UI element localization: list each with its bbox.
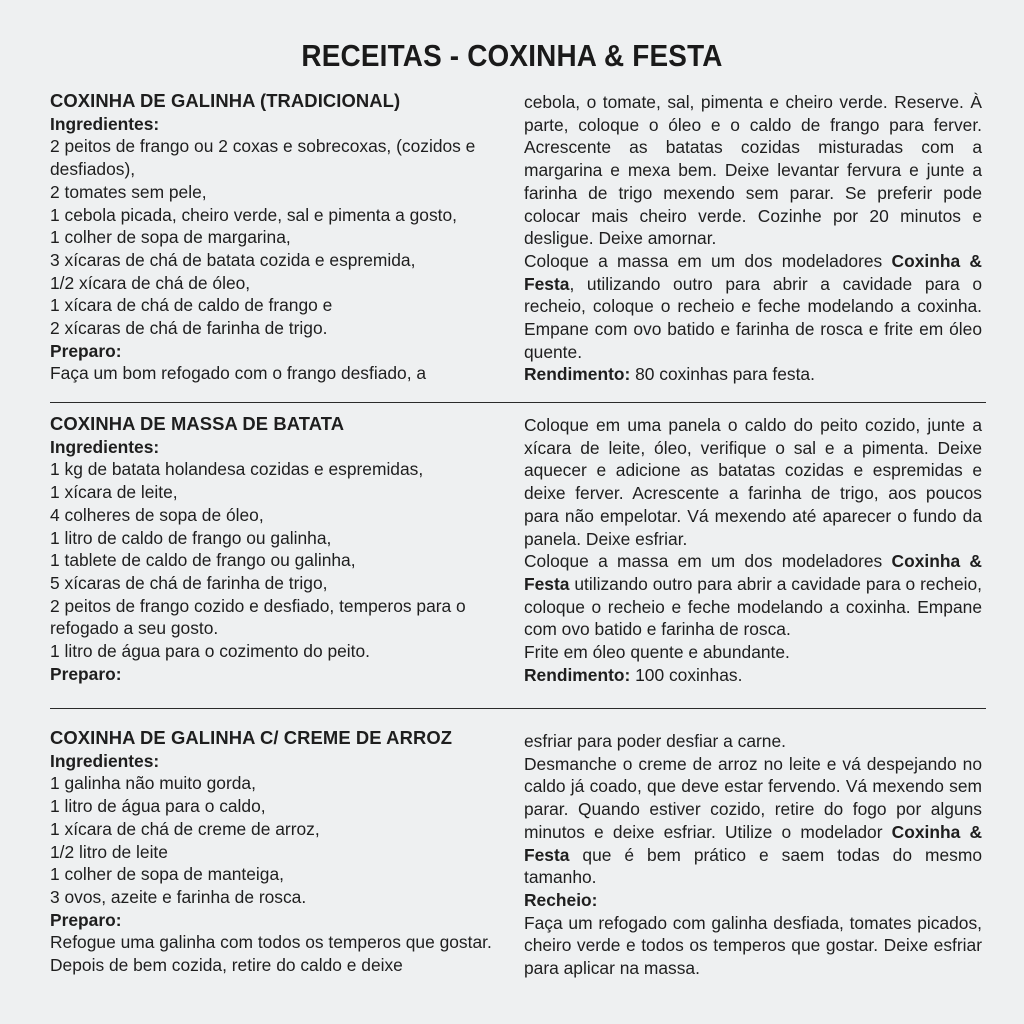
recipe-1-method-label: Preparo: bbox=[50, 340, 122, 361]
brand-name: Coxinha & Festa bbox=[524, 551, 982, 594]
recipe-1-left-column bbox=[50, 90, 496, 385]
recipe-2-left-column bbox=[50, 413, 496, 685]
ingredient-item: 1 cebola picada, cheiro verde, sal e pimenta a gosto, bbox=[50, 204, 457, 225]
recipe-2-shaping-text: Coloque a massa em um dos modeladores Coxinha & Festa utilizando outro para abrir a cavidade para o recheio, coloque o recheio e feche modelando a coxinha. Empane com ovo batido e farinha de rosca. bbox=[524, 551, 982, 640]
recipe-3-shaping-text: Desmanche o creme de arroz no leite e vá despejando no caldo já coado, que deve estar fervendo. Vá mexendo sem parar. Quando estiver cozido, retire do fogo por alguns minutos e deixe esfriar. Utilize o modelador Coxinha & Festa que é bem prático e saem todas do mesmo tamanho. bbox=[524, 753, 982, 888]
ingredient-item: 1 litro de água para o cozimento do peito. bbox=[50, 641, 371, 662]
ingredient-item: 1 litro de água para o caldo, bbox=[50, 796, 266, 817]
recipe-1-heading: COXINHA DE GALINHA (TRADICIONAL) bbox=[50, 90, 401, 111]
recipe-3-method-label: Preparo: bbox=[50, 909, 122, 930]
recipe-3-method-text: esfriar para poder desfiar a carne. bbox=[524, 731, 786, 751]
ingredient-item: 1 kg de batata holandesa cozidas e espremidas, bbox=[50, 459, 424, 480]
recipe-1-method-text: cebola, o tomate, sal, pimenta e cheiro verde. Reserve. À parte, coloque o óleo e o caldo de frango para ferver. Acrescente as batatas cozidas misturadas com a margarina e mexa bem. Deixe levantar fervura e junte a farinha de trigo mexendo sem parar. Se preferir pode colocar mais cheiro verde. Cozinhe por 20 minutos e desligue. Deixe amornar. bbox=[524, 92, 982, 249]
ingredient-item: 1 litro de caldo de frango ou galinha, bbox=[50, 527, 332, 548]
ingredient-item: 5 xícaras de chá de farinha de trigo, bbox=[50, 572, 328, 593]
recipe-2-heading: COXINHA DE MASSA DE BATATA bbox=[50, 413, 345, 434]
ingredient-item: 1 colher de sopa de margarina, bbox=[50, 227, 291, 248]
section-divider bbox=[50, 708, 986, 709]
recipe-1-yield: Rendimento: 80 coxinhas para festa. bbox=[524, 364, 815, 385]
recipe-3-heading: COXINHA DE GALINHA C/ CREME DE ARROZ bbox=[50, 727, 453, 748]
recipe-2-method-label: Preparo: bbox=[50, 663, 122, 684]
ingredient-item: 3 ovos, azeite e farinha de rosca. bbox=[50, 886, 307, 907]
recipe-3-left-column bbox=[50, 727, 496, 977]
brand-name: Coxinha & Festa bbox=[524, 250, 982, 294]
ingredient-item: 2 peitos de frango ou 2 coxas e sobrecoxas, (cozidos e desfiados), bbox=[50, 136, 476, 180]
ingredient-item: 3 xícaras de chá de batata cozida e espremida, bbox=[50, 249, 416, 270]
ingredient-item: 1 tablete de caldo de frango ou galinha, bbox=[50, 550, 356, 571]
recipe-3-filling-label: Recheio: bbox=[524, 889, 598, 910]
ingredient-item: 1 colher de sopa de manteiga, bbox=[50, 864, 284, 885]
recipe-3-method-start: Refogue uma galinha com todos os temperos que gostar. Depois de bem cozida, retire do caldo e deixe bbox=[50, 932, 492, 976]
ingredient-item: 1 xícara de chá de caldo de frango e bbox=[50, 295, 333, 316]
recipe-2-ingredients-label: Ingredientes: bbox=[50, 436, 160, 457]
recipe-1-right-column bbox=[524, 91, 982, 386]
recipe-3-ingredients-label: Ingredientes: bbox=[50, 750, 160, 771]
brand-name: Coxinha & Festa bbox=[524, 821, 982, 865]
ingredient-item: 2 peitos de frango cozido e desfiado, temperos para o refogado a seu gosto. bbox=[50, 595, 466, 639]
recipe-1-shaping-text: Coloque a massa em um dos modeladores Coxinha & Festa, utilizando outro para abrir a cavidade para o recheio, coloque o recheio e feche modelando a coxinha. Empane com ovo batido e farinha de rosca e frite em óleo quente. bbox=[524, 250, 982, 362]
ingredient-item: 1 xícara de leite, bbox=[50, 482, 178, 503]
section-divider bbox=[50, 402, 986, 403]
ingredient-item: 1 galinha não muito gorda, bbox=[50, 773, 256, 794]
recipe-2-right-column bbox=[524, 414, 982, 686]
recipe-1-ingredients-label: Ingredientes: bbox=[50, 113, 160, 134]
ingredient-item: 1/2 xícara de chá de óleo, bbox=[50, 272, 251, 293]
ingredient-item: 1 xícara de chá de creme de arroz, bbox=[50, 818, 320, 839]
recipe-3-filling-text: Faça um refogado com galinha desfiada, tomates picados, cheiro verde e todos os temperos que gostar. Deixe esfriar para aplicar na massa. bbox=[524, 912, 982, 979]
ingredient-item: 4 colheres de sopa de óleo, bbox=[50, 504, 264, 525]
recipe-1-method-start: Faça um bom refogado com o frango desfiado, a bbox=[50, 363, 427, 384]
recipe-3-right-column bbox=[524, 730, 982, 980]
recipe-2-frying-text: Frite em óleo quente e abundante. bbox=[524, 642, 790, 663]
ingredient-item: 2 xícaras de chá de farinha de trigo. bbox=[50, 318, 328, 339]
page-title: RECEITAS - COXINHA & FESTA bbox=[301, 38, 723, 73]
recipe-2-yield: Rendimento: 100 coxinhas. bbox=[524, 664, 743, 685]
ingredient-item: 1/2 litro de leite bbox=[50, 841, 168, 862]
recipe-2-method-text: Coloque em uma panela o caldo do peito cozido, junte a xícara de leite, óleo, verifique o sal e a pimenta. Deixe aquecer e adicione as batatas cozidas e espremidas e deixe ferver. Acrescente a farinha de trigo, aos poucos para não empelotar. Vá mexendo até aparecer o fundo da panela. Deixe esfriar. bbox=[524, 415, 982, 549]
ingredient-item: 2 tomates sem pele, bbox=[50, 181, 207, 202]
